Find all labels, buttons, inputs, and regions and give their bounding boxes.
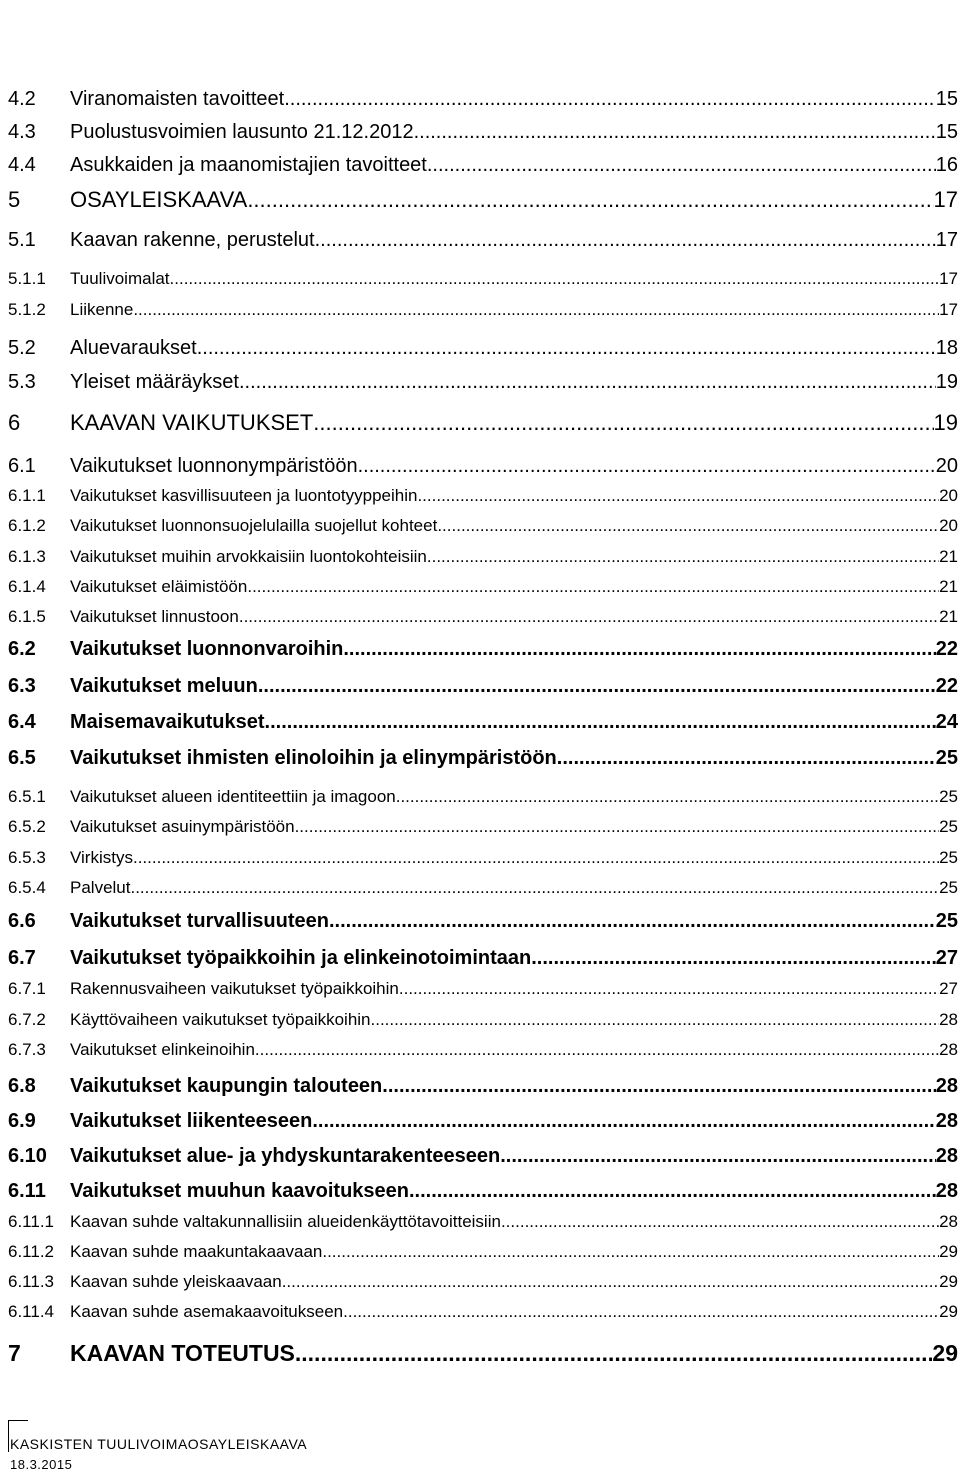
toc-entry-title: Kaavan suhde valtakunnallisiin alueidenkäyttötavoitteisiin (70, 1212, 501, 1231)
toc-leader-dots (239, 371, 936, 394)
toc-leader-dots (133, 300, 939, 320)
toc-entry-title: Vaikutukset eläimistöön (70, 577, 248, 596)
toc-leader-dots (313, 410, 933, 436)
toc-entry-title: Vaikutukset kaupungin talouteen (70, 1075, 383, 1097)
toc-entry-page: 19 (935, 371, 958, 393)
toc-entry-title: Kaavan suhde asemakaavoitukseen (70, 1302, 344, 1321)
toc-entry-title: Vaikutukset ihmisten elinoloihin ja elinympäristöön (70, 747, 557, 769)
footer-rule (8, 1420, 9, 1452)
toc-entry-number: 6.1.1 (8, 486, 46, 505)
toc-entry[interactable] (8, 1340, 958, 1367)
toc-entry-number: 6.5.3 (8, 848, 46, 867)
toc-entry-title: Kaavan suhde maakuntakaavaan (70, 1242, 323, 1261)
toc-entry-title: Kaavan rakenne, perustelut (70, 229, 315, 251)
toc-entry-page: 25 (939, 787, 958, 806)
toc-entry-number: 6.11.4 (8, 1302, 55, 1321)
toc-entry[interactable] (8, 300, 958, 320)
toc-entry-title: Vaikutukset meluun (70, 675, 258, 697)
toc-leader-dots (557, 747, 936, 770)
toc-entry-title: Liikenne (70, 300, 134, 319)
toc-entry-title: Tuulivoimalat (70, 269, 170, 288)
toc-entry-number: 6.1.2 (8, 516, 46, 535)
toc-leader-dots (343, 638, 935, 661)
toc-entry-title: Vaikutukset luonnonsuojelulailla suojellut kohteet (70, 516, 438, 535)
toc-entry[interactable] (8, 455, 958, 478)
toc-entry[interactable] (8, 229, 958, 252)
toc-leader-dots (197, 337, 936, 360)
toc-entry-page: 16 (935, 154, 958, 176)
toc-entry-number: 4.3 (8, 121, 36, 143)
toc-leader-dots (255, 1040, 939, 1060)
toc-entry-number: 6.11 (8, 1180, 46, 1202)
toc-entry-title: Vaikutukset liikenteeseen (70, 1110, 313, 1132)
toc-entry-number: 6.7.3 (8, 1040, 46, 1059)
toc-entry-page: 21 (939, 607, 958, 626)
toc-entry-page: 17 (935, 229, 958, 251)
toc-entry-title: Virkistys (70, 848, 133, 867)
toc-entry-title: KAAVAN VAIKUTUKSET (70, 410, 314, 435)
toc-entry[interactable] (8, 121, 958, 144)
toc-entry-page: 18 (935, 337, 958, 359)
toc-entry-number: 6.11.1 (8, 1212, 55, 1231)
toc-leader-dots (265, 711, 936, 734)
toc-leader-dots (284, 88, 936, 111)
toc-entry-page: 22 (935, 675, 958, 697)
toc-entry-title: Palvelut (70, 878, 131, 897)
toc-entry-title: KAAVAN TOTEUTUS (70, 1340, 295, 1366)
toc-entry-number: 6.7 (8, 947, 36, 969)
toc-entry-title: Käyttövaiheen vaikutukset työpaikkoihin (70, 1010, 371, 1029)
toc-entry-number: 5.3 (8, 371, 36, 393)
toc-entry-number: 5.2 (8, 337, 36, 359)
toc-entry-title: Yleiset määräykset (70, 371, 239, 393)
toc-leader-dots (170, 269, 940, 289)
toc-leader-dots (343, 1302, 939, 1322)
toc-entry[interactable] (8, 848, 958, 868)
toc-entry-title: Vaikutukset kasvillisuuteen ja luontotyyppeihin (70, 486, 418, 505)
toc-entry-number: 5.1.1 (8, 269, 46, 288)
toc-entry-page: 28 (935, 1110, 958, 1132)
toc-entry-title: Vaikutukset muuhun kaavoitukseen (70, 1180, 409, 1202)
toc-entry-number: 6.1.4 (8, 577, 46, 596)
toc-entry-number: 6.3 (8, 675, 36, 697)
toc-entry-page: 15 (935, 121, 958, 143)
toc-leader-dots (409, 1180, 936, 1203)
toc-entry-page: 28 (939, 1010, 958, 1029)
toc-entry-number: 6.10 (8, 1145, 47, 1167)
toc-entry-number: 6.1.5 (8, 607, 46, 626)
toc-entry-page: 25 (939, 848, 958, 867)
toc-leader-dots (427, 154, 936, 177)
toc-entry-number: 6.5.4 (8, 878, 46, 897)
toc-leader-dots (371, 1010, 940, 1030)
toc-entry-title: Vaikutukset turvallisuuteen (70, 910, 329, 932)
toc-entry[interactable] (8, 187, 958, 213)
toc-entry-title: Vaikutukset elinkeinoihin (70, 1040, 255, 1059)
toc-entry-number: 4.4 (8, 154, 36, 176)
toc-leader-dots (358, 455, 936, 478)
footer-date: 18.3.2015 (10, 1457, 73, 1472)
toc-entry-page: 29 (939, 1242, 958, 1261)
toc-entry-page: 27 (939, 979, 958, 998)
toc-entry-page: 28 (935, 1145, 958, 1167)
toc-entry[interactable] (8, 516, 958, 536)
toc-entry-page: 28 (935, 1180, 958, 1202)
toc-entry-title: Asukkaiden ja maanomistajien tavoitteet (70, 154, 427, 176)
toc-entry[interactable] (8, 88, 958, 111)
toc-entry-number: 6.2 (8, 638, 36, 660)
toc-entry-number: 6.5 (8, 747, 36, 769)
toc-entry-number: 4.2 (8, 88, 36, 110)
toc-leader-dots (295, 817, 940, 837)
toc-entry-number: 6.5.2 (8, 817, 46, 836)
toc-entry-page: 17 (939, 269, 958, 288)
toc-leader-dots (282, 1272, 939, 1292)
toc-entry-number: 6.9 (8, 1110, 36, 1132)
toc-leader-dots (419, 121, 936, 144)
toc-entry[interactable] (8, 979, 958, 999)
toc-entry-title: Vaikutukset alue- ja yhdyskuntarakenteeseen (70, 1145, 501, 1167)
toc-entry-number: 6.1.3 (8, 547, 46, 566)
toc-entry-title: OSAYLEISKAAVA (70, 187, 248, 212)
toc-entry-number: 6.11.2 (8, 1242, 55, 1261)
toc-leader-dots (427, 547, 939, 567)
toc-entry-title: Kaavan suhde yleiskaavaan (70, 1272, 282, 1291)
toc-entry-number: 5.1.2 (8, 300, 46, 319)
toc-entry[interactable] (8, 1110, 958, 1133)
toc-entry-page: 19 (933, 410, 958, 435)
toc-entry[interactable] (8, 577, 958, 597)
toc-entry-title: Vaikutukset muihin arvokkaisiin luontokohteisiin (70, 547, 427, 566)
toc-entry-page: 28 (939, 1040, 958, 1059)
toc-leader-dots (247, 577, 939, 597)
toc-leader-dots (295, 1340, 933, 1367)
toc-entry-page: 28 (939, 1212, 958, 1231)
toc-entry-number: 6.7.2 (8, 1010, 46, 1029)
toc-entry-page: 15 (935, 88, 958, 110)
toc-entry-title: Viranomaisten tavoitteet (70, 88, 285, 110)
toc-entry[interactable] (8, 1040, 958, 1060)
toc-leader-dots (133, 848, 939, 868)
toc-entry-page: 28 (935, 1075, 958, 1097)
footer-line (8, 1420, 28, 1421)
toc-entry-number: 5.1 (8, 229, 36, 251)
toc-entry[interactable] (8, 1212, 958, 1232)
toc-entry[interactable] (8, 675, 958, 698)
toc-entry[interactable] (8, 910, 958, 933)
toc-leader-dots (315, 229, 936, 252)
toc-leader-dots (531, 947, 936, 970)
toc-entry-number: 6 (8, 410, 21, 435)
toc-entry-page: 17 (933, 187, 958, 212)
toc-entry[interactable] (8, 1272, 958, 1292)
toc-entry[interactable] (8, 486, 958, 506)
toc-entry-page: 20 (935, 455, 958, 477)
toc-leader-dots (130, 878, 939, 898)
toc-leader-dots (399, 979, 939, 999)
toc-entry-title: Aluevaraukset (70, 337, 197, 359)
toc-entry-page: 20 (939, 516, 958, 535)
toc-entry[interactable] (8, 638, 958, 661)
toc-entry-title: Maisemavaikutukset (70, 711, 265, 733)
toc-entry-title: Vaikutukset luonnonvaroihin (70, 638, 344, 660)
toc-leader-dots (322, 1242, 939, 1262)
toc-entry[interactable] (8, 711, 958, 734)
toc-entry[interactable] (8, 1010, 958, 1030)
toc-entry-title: Vaikutukset luonnonympäristöön (70, 455, 358, 477)
toc-leader-dots (382, 1075, 935, 1098)
toc-entry-title: Vaikutukset työpaikkoihin ja elinkeinotoimintaan (70, 947, 532, 969)
toc-entry[interactable] (8, 1302, 958, 1322)
toc-entry-page: 25 (935, 747, 958, 769)
toc-entry-number: 6.11.3 (8, 1272, 55, 1291)
toc-entry-page: 21 (939, 547, 958, 566)
toc-leader-dots (501, 1212, 939, 1232)
toc-entry[interactable] (8, 1180, 958, 1203)
toc-entry[interactable] (8, 817, 958, 837)
toc-entry-number: 5 (8, 187, 21, 212)
toc-leader-dots (247, 187, 933, 213)
toc-entry-title: Rakennusvaiheen vaikutukset työpaikkoihin (70, 979, 399, 998)
toc-entry-number: 6.1 (8, 455, 36, 477)
toc-entry-number: 6.6 (8, 910, 36, 932)
toc-entry-page: 25 (939, 878, 958, 897)
toc-entry[interactable] (8, 1075, 958, 1098)
toc-entry[interactable] (8, 947, 958, 970)
toc-leader-dots (329, 910, 936, 933)
toc-leader-dots (312, 1110, 935, 1133)
toc-entry-page: 27 (935, 947, 958, 969)
toc-entry[interactable] (8, 371, 958, 394)
toc-entry[interactable] (8, 1242, 958, 1262)
toc-entry-page: 29 (939, 1272, 958, 1291)
toc-entry-title: Vaikutukset linnustoon (70, 607, 239, 626)
toc-entry[interactable] (8, 547, 958, 567)
toc-leader-dots (239, 607, 939, 627)
toc-entry[interactable] (8, 607, 958, 627)
toc-entry-page: 24 (935, 711, 958, 733)
toc-entry-number: 6.5.1 (8, 787, 46, 806)
toc-entry-page: 25 (935, 910, 958, 932)
toc-entry[interactable] (8, 337, 958, 360)
toc-entry[interactable] (8, 878, 958, 898)
toc-entry-number: 6.8 (8, 1075, 36, 1097)
toc-entry[interactable] (8, 747, 958, 770)
toc-entry[interactable] (8, 787, 958, 807)
toc-entry[interactable] (8, 154, 958, 177)
toc-leader-dots (500, 1145, 936, 1168)
toc-entry-page: 25 (939, 817, 958, 836)
toc-entry-title: Vaikutukset alueen identiteettiin ja imagoon (70, 787, 396, 806)
toc-entry-page: 17 (939, 300, 958, 319)
toc-entry-page: 29 (939, 1302, 958, 1321)
toc-leader-dots (258, 675, 936, 698)
toc-leader-dots (396, 787, 939, 807)
toc-entry-number: 6.7.1 (8, 979, 46, 998)
toc-entry[interactable] (8, 410, 958, 436)
toc-entry-page: 20 (939, 486, 958, 505)
toc-leader-dots (437, 516, 939, 536)
toc-entry-number: 7 (8, 1340, 21, 1366)
toc-entry-title: Vaikutukset asuinympäristöön (70, 817, 295, 836)
toc-entry-page: 22 (935, 638, 958, 660)
toc-entry-page: 21 (939, 577, 958, 596)
toc-entry[interactable] (8, 269, 958, 289)
toc-entry[interactable] (8, 1145, 958, 1168)
toc-entry-page: 29 (932, 1340, 958, 1366)
toc-leader-dots (417, 486, 939, 506)
toc-entry-title: Puolustusvoimien lausunto 21.12.2012. (70, 121, 420, 143)
footer-title: KASKISTEN TUULIVOIMAOSAYLEISKAAVA (10, 1436, 308, 1452)
toc-entry-number: 6.4 (8, 711, 36, 733)
